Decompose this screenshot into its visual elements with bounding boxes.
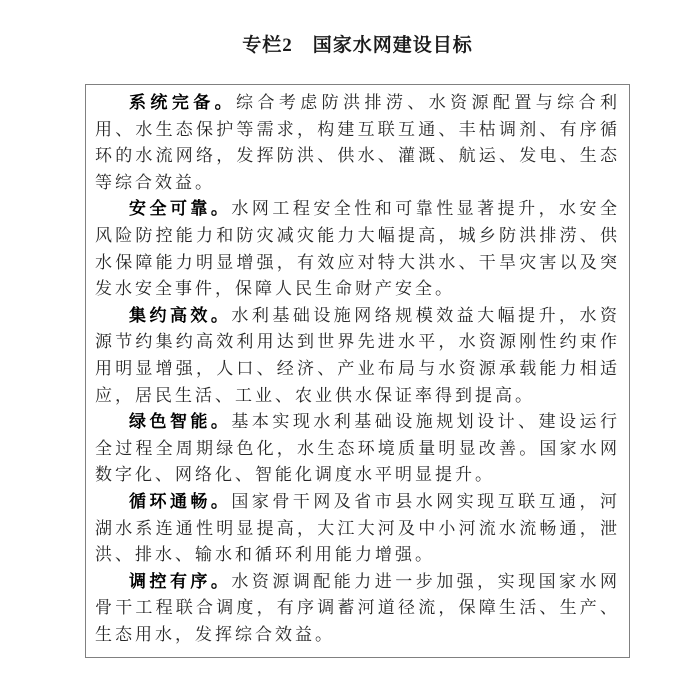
paragraph-lead: 系统完备。 xyxy=(129,93,237,112)
paragraph-lead: 调控有序。 xyxy=(129,571,232,591)
paragraph-green-smart xyxy=(95,409,620,489)
paragraph-lead: 循环通畅。 xyxy=(129,491,232,511)
paragraph-safe-reliable xyxy=(95,196,620,302)
box-title: 专栏2 国家水网建设目标 xyxy=(242,35,473,56)
paragraph-orderly-regulation xyxy=(95,569,620,649)
paragraph-body: 水利基础设施网络规模效益大幅提升，水资源节约集约高效利用达到世界先进水平，水资源刚性约束作用明显增强，人口、经济、产业布局与水资源承载能力相适应，居民生活、工业、农业供水保证率得到提高。 xyxy=(95,305,621,405)
paragraph-body: 水资源调配能力进一步加强，实现国家水网骨干工程联合调度，有序调蓄河道径流，保障生活、生产、生态用水，发挥综合效益。 xyxy=(95,571,621,644)
paragraph-lead: 集约高效。 xyxy=(129,305,232,325)
paragraph-body: 水网工程安全性和可靠性显著提升，水安全风险防控能力和防灾减灾能力大幅提高，城乡防洪排涝、供水保障能力明显增强，有效应对特大洪水、干旱灾害以及突发水安全事件，保障人民生命财产安全。 xyxy=(95,199,621,299)
content-box xyxy=(85,84,630,658)
paragraph-lead: 绿色智能。 xyxy=(129,412,232,432)
paragraph-body: 国家骨干网及省市县水网实现互联互通，河湖水系连通性明显提高，大江大河及中小河流水流畅通，泄洪、排水、输水和循环利用能力增强。 xyxy=(95,491,621,565)
paragraph-lead: 安全可靠。 xyxy=(129,199,232,219)
paragraph-body: 综合考虑防洪排涝、水资源配置与综合利用、水生态保护等需求，构建互联互通、丰枯调剂、有序循环的水流网络，发挥防洪、供水、灌溉、航运、发电、生态等综合效益。 xyxy=(95,93,621,192)
paragraph-circulation-smooth xyxy=(95,489,620,569)
paragraph-intensive-efficient xyxy=(95,303,620,409)
paragraph-body: 基本实现水利基础设施规划设计、建设运行全过程全周期绿色化，水生态环境质量明显改善。国家水网数字化、网络化、智能化调度水平明显提升。 xyxy=(95,412,621,485)
paragraph-system-complete xyxy=(95,90,620,196)
